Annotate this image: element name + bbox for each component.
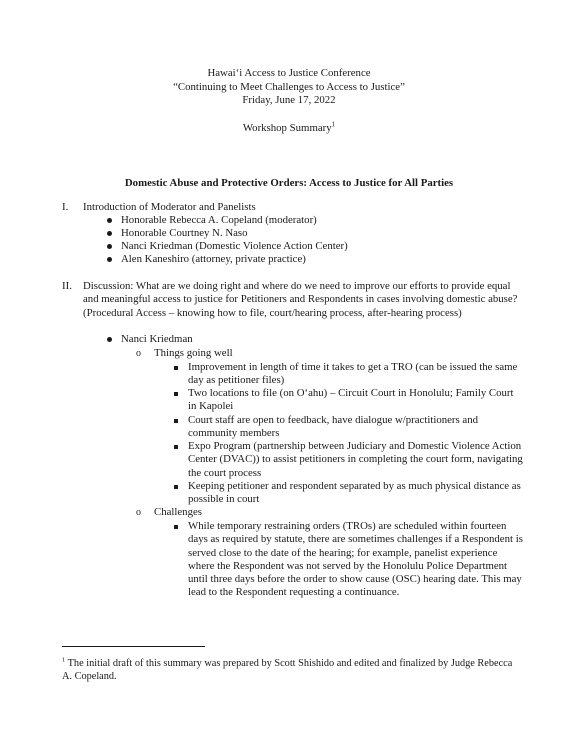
footnote-reference: 1	[331, 120, 336, 129]
conference-name: Hawaiʻi Access to Justice Conference	[207, 67, 371, 79]
list-item-text: Alen Kaneshiro (attorney, private practice)	[121, 253, 306, 265]
footnote-text: The initial draft of this summary was prepared by Scott Shishido and edited and finalized by Judge Rebecca A. Copeland.	[62, 658, 513, 682]
bullet-circle-icon: o	[136, 348, 141, 359]
bullet-square-icon	[174, 520, 188, 533]
section-numeral: I.	[62, 201, 69, 213]
footnote-separator	[62, 646, 205, 647]
bullet-square-icon	[174, 387, 188, 400]
bullet-dot-icon	[107, 227, 121, 240]
conference-date: Friday, June 17, 2022	[242, 94, 336, 106]
bullet-dot-icon	[107, 214, 121, 227]
bullet-square-icon	[174, 480, 188, 493]
bullet-square-icon	[174, 361, 188, 374]
conference-header	[0, 67, 578, 108]
list-item-text: Two locations to file (on Oʻahu) – Circuit Court in Honolulu; Family Court in Kapolei	[188, 387, 514, 413]
list-item-text: Expo Program (partnership between Judiciary and Domestic Violence Action Center (DVAC)) to assist petitioners in completing the court form, navigating the court process	[188, 440, 523, 479]
subsection-label: Things going well	[154, 347, 233, 359]
list-item-text: Honorable Courtney N. Naso	[121, 227, 248, 239]
workshop-summary-text: Workshop Summary	[242, 122, 332, 134]
bullet-dot-icon	[107, 253, 121, 266]
list-item-text: Court staff are open to feedback, have dialogue w/practitioners and community members	[188, 414, 479, 440]
workshop-summary-heading	[0, 122, 578, 135]
list-item-text: Nanci Kriedman (Domestic Violence Action Center)	[121, 240, 348, 252]
list-item-text: Honorable Rebecca A. Copeland (moderator)	[121, 214, 317, 226]
bullet-dot-icon	[107, 333, 121, 346]
document-title: Domestic Abuse and Protective Orders: Access to Justice for All Parties	[124, 177, 454, 189]
bullet-dot-icon	[107, 240, 121, 253]
section-heading: Introduction of Moderator and Panelists	[83, 201, 256, 213]
footnote-mark: 1	[62, 656, 66, 664]
list-item-text: While temporary restraining orders (TROs) are scheduled within fourteen days as required by statute, there are sometimes challenges if a Respondent is served close to the date of the hearing; for example, panelist experience where the Respondent was not served by the Honolulu Police Department until three days before the order to show cause (OSC) hearing date. This may lead to the Respondent requesting a continuance.	[188, 520, 523, 599]
list-item-text: Improvement in length of time it takes to get a TRO (can be issued the same day as petitioner files)	[188, 361, 518, 387]
subsection-label: Challenges	[154, 506, 202, 518]
section-heading: Discussion: What are we doing right and where do we need to improve our efforts to provide equal and meaningful access to justice for Petitioners and Respondents in cases involving domestic abuse? (Procedural Access – knowing how to file, court/hearing process, after-hearing process)	[83, 280, 518, 319]
bullet-square-icon	[174, 414, 188, 427]
speaker-name: Nanci Kriedman	[121, 333, 193, 345]
section-numeral: II.	[62, 280, 72, 292]
bullet-circle-icon: o	[136, 507, 141, 518]
list-item-text: Keeping petitioner and respondent separated by as much physical distance as possible in court	[188, 480, 521, 506]
conference-theme: “Continuing to Meet Challenges to Access to Justice”	[173, 80, 405, 93]
footnote	[62, 657, 522, 683]
bullet-square-icon	[174, 440, 188, 453]
